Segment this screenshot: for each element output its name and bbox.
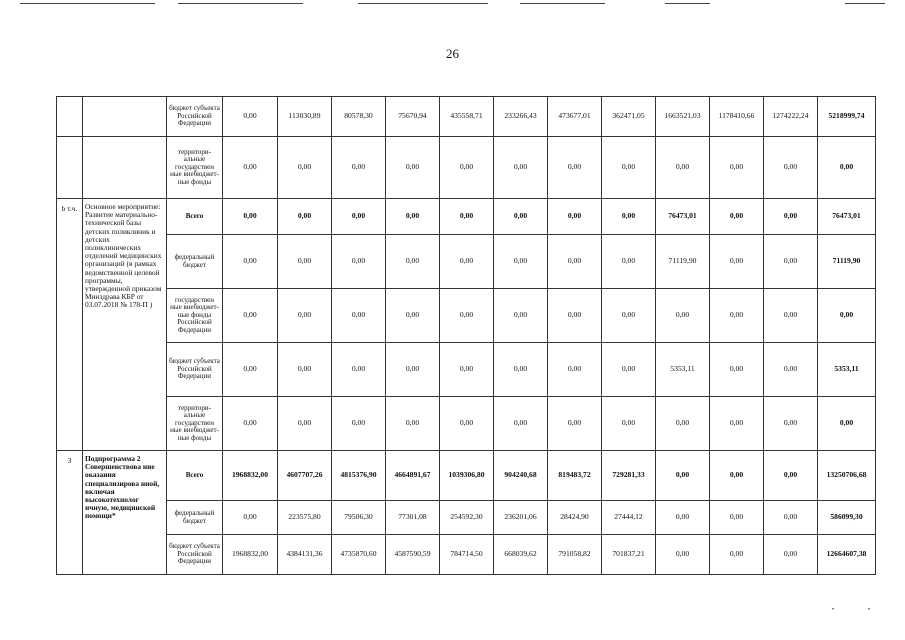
value-cell: 223575,80 (278, 501, 332, 535)
value-cell: 0,00 (710, 289, 764, 343)
funding-source-cell: бюджет субъекта Российской Федерации (167, 535, 223, 575)
value-cell: 0,00 (548, 235, 602, 289)
total-value-cell: 5353,11 (818, 343, 876, 397)
funding-source-cell: территори- альные государствен ные внебюджет- ные фонды (167, 397, 223, 451)
value-cell: 4607707,26 (278, 451, 332, 501)
total-value-cell: 5218999,74 (818, 97, 876, 137)
table-row (57, 199, 876, 235)
value-cell: 0,00 (278, 137, 332, 199)
value-cell: 0,00 (548, 397, 602, 451)
total-value-cell: 71119,90 (818, 235, 876, 289)
value-cell: 0,00 (278, 289, 332, 343)
funding-source-cell: бюджет субъекта Российской Федерации (167, 343, 223, 397)
value-cell: 1274222,24 (764, 97, 818, 137)
funding-source-cell: государствен ные внебюджет- ные фонды Российской Федерации (167, 289, 223, 343)
value-cell: 4587590,59 (386, 535, 440, 575)
value-cell: 819483,72 (548, 451, 602, 501)
row-index: 3 (57, 451, 83, 575)
value-cell: 1178410,66 (710, 97, 764, 137)
table-row (57, 97, 876, 137)
value-cell: 0,00 (278, 235, 332, 289)
value-cell: 233266,43 (494, 97, 548, 137)
footer-mark: • (832, 607, 835, 613)
value-cell: 0,00 (710, 199, 764, 235)
value-cell: 0,00 (386, 235, 440, 289)
value-cell: 1968832,00 (223, 451, 278, 501)
value-cell: 0,00 (223, 397, 278, 451)
value-cell: 0,00 (656, 535, 710, 575)
value-cell: 0,00 (332, 137, 386, 199)
value-cell: 4384131,36 (278, 535, 332, 575)
value-cell: 0,00 (386, 397, 440, 451)
top-rule-3 (358, 3, 488, 4)
value-cell: 0,00 (764, 451, 818, 501)
value-cell: 0,00 (656, 289, 710, 343)
value-cell: 0,00 (710, 235, 764, 289)
value-cell: 0,00 (440, 235, 494, 289)
value-cell: 0,00 (223, 343, 278, 397)
value-cell: 0,00 (494, 235, 548, 289)
value-cell: 0,00 (602, 235, 656, 289)
total-value-cell: 12664607,38 (818, 535, 876, 575)
value-cell: 0,00 (548, 137, 602, 199)
total-value-cell: 76473,01 (818, 199, 876, 235)
total-value-cell: 586099,30 (818, 501, 876, 535)
value-cell: 0,00 (710, 343, 764, 397)
value-cell: 784714,50 (440, 535, 494, 575)
funding-source-cell: Всего (167, 451, 223, 501)
top-rule-1 (20, 3, 155, 4)
value-cell: 0,00 (386, 343, 440, 397)
value-cell: 0,00 (710, 137, 764, 199)
value-cell: 76473,01 (656, 199, 710, 235)
value-cell: 0,00 (494, 343, 548, 397)
value-cell: 0,00 (764, 199, 818, 235)
table-row (57, 137, 876, 199)
value-cell: 729281,33 (602, 451, 656, 501)
table-body (57, 97, 876, 575)
value-cell: 254592,30 (440, 501, 494, 535)
value-cell: 77301,08 (386, 501, 440, 535)
value-cell: 0,00 (602, 343, 656, 397)
value-cell: 1039306,80 (440, 451, 494, 501)
value-cell: 0,00 (548, 289, 602, 343)
value-cell: 0,00 (223, 289, 278, 343)
value-cell: 904240,68 (494, 451, 548, 501)
top-rule-4 (520, 3, 605, 4)
value-cell: 0,00 (332, 199, 386, 235)
value-cell: 80578,30 (332, 97, 386, 137)
table-row (57, 535, 876, 575)
value-cell: 0,00 (386, 137, 440, 199)
value-cell: 113030,89 (278, 97, 332, 137)
name-cell (83, 97, 167, 137)
value-cell: 0,00 (602, 199, 656, 235)
value-cell: 0,00 (494, 137, 548, 199)
value-cell: 5353,11 (656, 343, 710, 397)
value-cell: 75670,94 (386, 97, 440, 137)
value-cell: 4815376,90 (332, 451, 386, 501)
value-cell: 71119,90 (656, 235, 710, 289)
value-cell: 0,00 (332, 343, 386, 397)
value-cell: 0,00 (494, 199, 548, 235)
value-cell: 0,00 (440, 289, 494, 343)
total-value-cell: 0,00 (818, 397, 876, 451)
value-cell: 0,00 (278, 343, 332, 397)
row-name: Основное мероприятие: Развитие материально- технической базы детских поликлиник и детских поликлинических отделений медицинских организаций (в рамках ведомственной целевой программы, утвержденной приказом Минздрава КБР от 03.07.2018 № 178-П ) (83, 199, 167, 451)
table-row (57, 343, 876, 397)
value-cell: 27444,12 (602, 501, 656, 535)
page-number: 26 (446, 46, 459, 61)
value-cell: 435558,71 (440, 97, 494, 137)
index-cell (57, 97, 83, 137)
value-cell: 0,00 (223, 97, 278, 137)
value-cell: 0,00 (764, 137, 818, 199)
value-cell: 362471,05 (602, 97, 656, 137)
name-cell (83, 137, 167, 199)
value-cell: 0,00 (494, 397, 548, 451)
table-row (57, 451, 876, 501)
value-cell: 0,00 (656, 397, 710, 451)
table-row (57, 235, 876, 289)
value-cell: 0,00 (710, 397, 764, 451)
funding-source-cell: территори- альные государствен ные внебюджет- ные фонды (167, 137, 223, 199)
row-index: b т.ч. (57, 199, 83, 451)
value-cell: 0,00 (440, 397, 494, 451)
value-cell: 668039,62 (494, 535, 548, 575)
funding-source-cell: федеральный бюджет (167, 501, 223, 535)
value-cell: 1663521,03 (656, 97, 710, 137)
table-row (57, 289, 876, 343)
value-cell: 28424,90 (548, 501, 602, 535)
value-cell: 0,00 (764, 289, 818, 343)
value-cell: 0,00 (386, 199, 440, 235)
value-cell: 0,00 (710, 451, 764, 501)
value-cell: 0,00 (223, 501, 278, 535)
budget-table (56, 96, 876, 575)
value-cell: 0,00 (332, 235, 386, 289)
value-cell: 0,00 (386, 289, 440, 343)
table-row (57, 501, 876, 535)
value-cell: 0,00 (764, 501, 818, 535)
value-cell: 791058,82 (548, 535, 602, 575)
value-cell: 0,00 (656, 137, 710, 199)
value-cell: 0,00 (710, 501, 764, 535)
value-cell: 473677,01 (548, 97, 602, 137)
value-cell: 0,00 (602, 289, 656, 343)
value-cell: 0,00 (764, 235, 818, 289)
funding-source-cell: Всего (167, 199, 223, 235)
top-rule-5 (665, 3, 710, 4)
value-cell: 0,00 (332, 397, 386, 451)
value-cell: 0,00 (494, 289, 548, 343)
value-cell: 0,00 (223, 199, 278, 235)
value-cell: 0,00 (764, 397, 818, 451)
top-rule-6 (845, 3, 885, 4)
row-name: Подпрограмма 2 Совершенствова ние оказания специализирова нной, включая высокотехнолог ичную, медицинской помощи* (83, 451, 167, 575)
table-row (57, 397, 876, 451)
value-cell: 0,00 (548, 343, 602, 397)
index-cell (57, 137, 83, 199)
funding-source-cell: федеральный бюджет (167, 235, 223, 289)
value-cell: 0,00 (764, 343, 818, 397)
value-cell: 701837,21 (602, 535, 656, 575)
value-cell: 0,00 (223, 137, 278, 199)
value-cell: 79506,30 (332, 501, 386, 535)
value-cell: 0,00 (278, 397, 332, 451)
footer-mark: • (868, 607, 871, 613)
value-cell: 0,00 (656, 501, 710, 535)
value-cell: 1968832,00 (223, 535, 278, 575)
value-cell: 0,00 (710, 535, 764, 575)
value-cell: 0,00 (440, 199, 494, 235)
value-cell: 0,00 (656, 451, 710, 501)
value-cell: 0,00 (223, 235, 278, 289)
total-value-cell: 0,00 (818, 289, 876, 343)
value-cell: 0,00 (332, 289, 386, 343)
top-rule-2 (178, 3, 303, 4)
value-cell: 4664891,67 (386, 451, 440, 501)
value-cell: 236201,06 (494, 501, 548, 535)
value-cell: 0,00 (548, 199, 602, 235)
value-cell: 0,00 (278, 199, 332, 235)
funding-source-cell: бюджет субъекта Российской Федерации (167, 97, 223, 137)
value-cell: 0,00 (440, 343, 494, 397)
total-value-cell: 0,00 (818, 137, 876, 199)
value-cell: 0,00 (602, 397, 656, 451)
value-cell: 0,00 (602, 137, 656, 199)
total-value-cell: 13250706,68 (818, 451, 876, 501)
value-cell: 0,00 (440, 137, 494, 199)
value-cell: 4735870,60 (332, 535, 386, 575)
value-cell: 0,00 (764, 535, 818, 575)
